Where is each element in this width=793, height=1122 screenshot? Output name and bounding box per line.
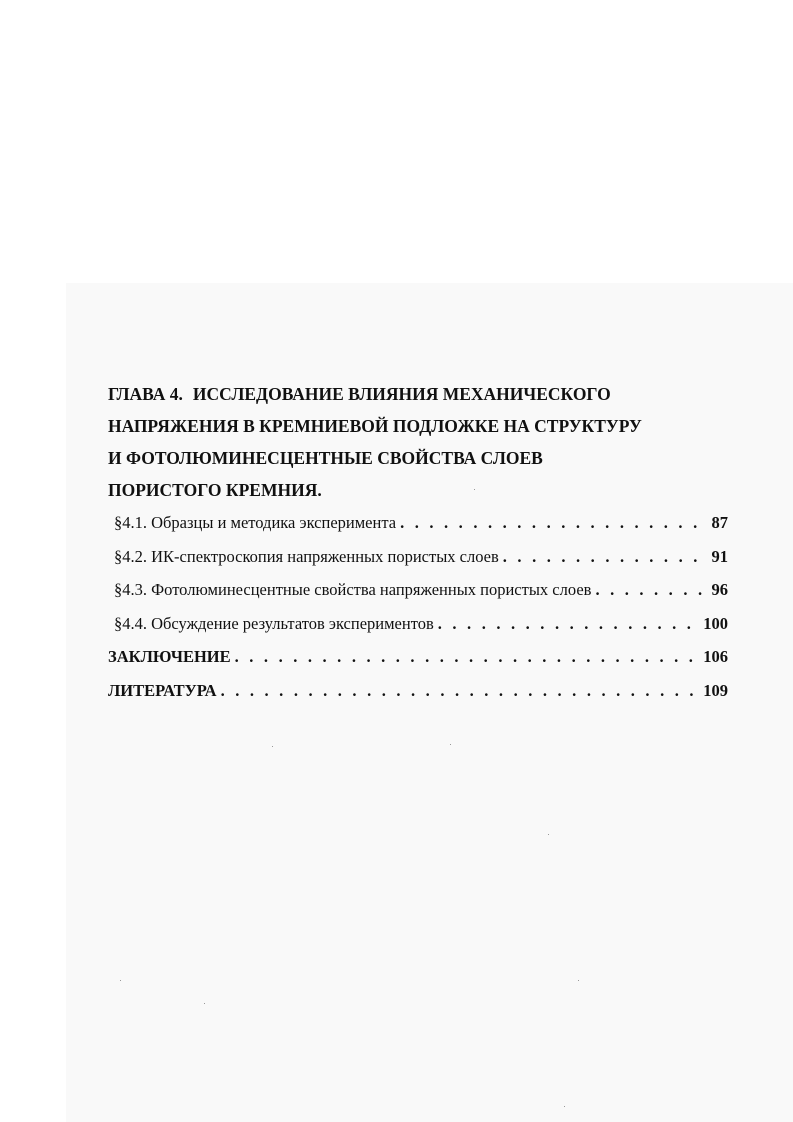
toc-entry-title: §4.3. Фотолюминесцентные свойства напряженных пористых слоев [114,580,592,600]
toc-entry-references [108,674,728,708]
scan-speck [564,1106,565,1107]
toc-entry-page: 106 [703,647,728,667]
toc-entry-page: 87 [711,513,728,532]
toc-entry-page: 109 [703,680,728,700]
scan-speck [548,834,549,835]
leader-dots [503,540,702,574]
toc-entry-title: §4.2. ИК-спектроскопия напряженных пористых слоев [114,546,499,566]
scan-speck [450,744,451,745]
leader-dots [400,506,702,540]
chapter-title-line: ПОРИСТОГО КРЕМНИЯ. [108,480,322,500]
chapter-heading-line-1 [108,378,728,410]
chapter-title-line: И ФОТОЛЮМИНЕСЦЕНТНЫЕ СВОЙСТВА СЛОЕВ [108,448,543,468]
scan-speck [204,1003,205,1004]
chapter-title-line: ИССЛЕДОВАНИЕ ВЛИЯНИЯ МЕХАНИЧЕСКОГО [192,384,611,404]
chapter-title-line: НАПРЯЖЕНИЯ В КРЕМНИЕВОЙ ПОДЛОЖКЕ НА СТРУКТУРУ [108,416,642,436]
toc-entry-page: 96 [711,580,728,600]
leader-dots [235,640,700,674]
toc-entry-section-4-3 [108,573,728,607]
toc-entry-section-4-2 [108,540,728,574]
scan-speck [120,980,121,981]
leader-dots [438,607,700,641]
toc-entry-title: §4.1. Образцы и методика эксперимента [114,513,397,532]
toc-entry-title: §4.4. Обсуждение результатов экспериментов [114,613,434,633]
scan-speck [272,746,273,747]
chapter-heading [108,378,728,506]
toc-entry-section-4-1 [108,506,728,540]
scan-speck [474,489,475,490]
table-of-contents [108,378,728,708]
leader-dots [221,674,700,708]
toc-entry-conclusion [108,640,728,674]
chapter-number: ГЛАВА 4. [108,384,183,404]
toc-entry-title: ЛИТЕРАТУРА [108,680,217,700]
toc-entry-page: 91 [711,546,728,566]
leader-dots [595,573,702,607]
scan-speck [578,980,579,981]
toc-entry-section-4-4 [108,607,728,641]
toc-entry-page: 100 [703,613,728,633]
toc-entry-title: ЗАКЛЮЧЕНИЕ [108,647,231,667]
